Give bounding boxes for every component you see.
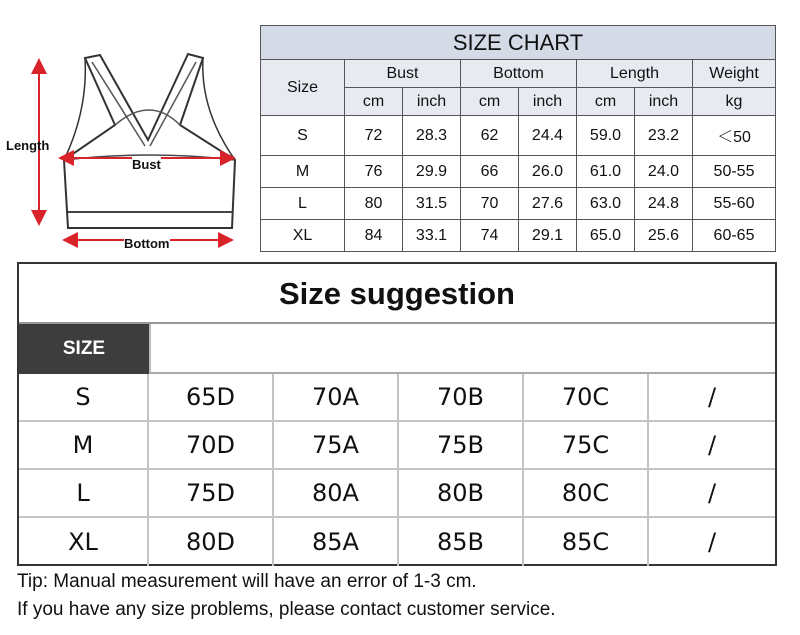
value-cell: 62 [461, 116, 519, 156]
value-cell: ＜50 [693, 116, 776, 156]
suggestion-row [19, 470, 775, 518]
bra-size-cell: 70C [524, 374, 649, 420]
value-cell: 25.6 [635, 220, 693, 252]
value-cell: 66 [461, 156, 519, 188]
size-cell: S [261, 116, 345, 156]
suggestion-size-cell: XL [19, 518, 149, 566]
table-row [261, 116, 776, 156]
suggestion-rows [19, 374, 775, 566]
value-cell: 29.9 [403, 156, 461, 188]
bra-size-cell: 75B [399, 422, 524, 468]
bra-size-cell: 70B [399, 374, 524, 420]
size-header: Size [261, 60, 345, 116]
value-cell: 76 [345, 156, 403, 188]
suggestion-size-cell: L [19, 470, 149, 516]
value-cell: 70 [461, 188, 519, 220]
group-header: Length [577, 60, 693, 88]
size-column-label: SIZE [19, 324, 149, 374]
value-cell: 24.4 [519, 116, 577, 156]
garment-diagram [0, 0, 258, 258]
value-cell: 80 [345, 188, 403, 220]
value-cell: 24.8 [635, 188, 693, 220]
bra-size-cell: 85B [399, 518, 524, 566]
size-cell: L [261, 188, 345, 220]
unit-header: cm [345, 88, 403, 116]
tip-line: If you have any size problems, please contact customer service. [17, 599, 556, 620]
bra-size-cell: 75A [274, 422, 399, 468]
bra-size-cell: 80C [524, 470, 649, 516]
suggestion-row [19, 422, 775, 470]
size-cell: M [261, 156, 345, 188]
value-cell: 27.6 [519, 188, 577, 220]
value-cell: 29.1 [519, 220, 577, 252]
bra-size-cell: 65D [149, 374, 274, 420]
bra-size-cell: / [707, 383, 717, 411]
size-suggestion-panel [17, 262, 777, 566]
bra-size-cell: 70D [149, 422, 274, 468]
value-cell: 63.0 [577, 188, 635, 220]
table-row [261, 220, 776, 252]
tip-line: Tip: Manual measurement will have an error of 1-3 cm. [17, 571, 477, 592]
tips-text [17, 568, 556, 624]
suggestion-size-cell: M [19, 422, 149, 468]
suggestion-header-blank [149, 324, 775, 374]
bra-size-cell: 80B [399, 470, 524, 516]
value-cell: 84 [345, 220, 403, 252]
value-cell: 59.0 [577, 116, 635, 156]
value-cell: 26.0 [519, 156, 577, 188]
value-cell: 23.2 [635, 116, 693, 156]
unit-header: inch [403, 88, 461, 116]
bottom-label: Bottom [124, 236, 170, 251]
value-cell: 28.3 [403, 116, 461, 156]
suggestion-row [19, 374, 775, 422]
value-cell: 24.0 [635, 156, 693, 188]
group-header: Bottom [461, 60, 577, 88]
length-label: Length [6, 138, 50, 153]
value-cell: 74 [461, 220, 519, 252]
value-cell: 31.5 [403, 188, 461, 220]
unit-header: cm [577, 88, 635, 116]
group-header: Weight [693, 60, 776, 88]
suggestion-size-cell: S [19, 374, 149, 420]
unit-header: inch [635, 88, 693, 116]
bra-size-cell: 75D [149, 470, 274, 516]
suggestion-row [19, 518, 775, 566]
value-cell: 61.0 [577, 156, 635, 188]
bra-size-cell: / [707, 479, 717, 507]
table-row [261, 156, 776, 188]
bra-size-cell: 70A [274, 374, 399, 420]
bra-size-cell: 85C [524, 518, 649, 566]
sports-bra-illustration [0, 0, 258, 258]
size-chart-title: SIZE CHART [261, 26, 776, 60]
bra-size-cell: / [707, 431, 717, 459]
size-chart-table [260, 25, 776, 252]
unit-header: inch [519, 88, 577, 116]
group-header: Bust [345, 60, 461, 88]
bra-size-cell: 85A [274, 518, 399, 566]
table-row [261, 188, 776, 220]
bra-size-cell: 80D [149, 518, 274, 566]
value-cell: 60-65 [693, 220, 776, 252]
value-cell: 33.1 [403, 220, 461, 252]
bra-size-cell: 75C [524, 422, 649, 468]
value-cell: 72 [345, 116, 403, 156]
value-cell: 55-60 [693, 188, 776, 220]
value-cell: 65.0 [577, 220, 635, 252]
unit-header: kg [693, 88, 776, 116]
bra-size-cell: / [707, 528, 717, 556]
value-cell: 50-55 [693, 156, 776, 188]
size-suggestion-title: Size suggestion [19, 264, 775, 324]
bra-size-cell: 80A [274, 470, 399, 516]
unit-header: cm [461, 88, 519, 116]
bust-label: Bust [132, 157, 161, 172]
size-cell: XL [261, 220, 345, 252]
